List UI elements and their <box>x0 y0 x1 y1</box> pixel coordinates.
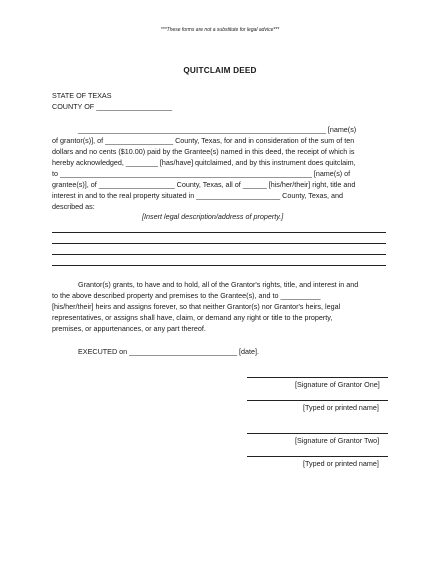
blank-line <box>52 243 386 244</box>
signature-line <box>247 433 388 434</box>
blank-line <box>52 265 386 266</box>
state-line: STATE OF TEXAS <box>52 91 112 100</box>
grant-line: to the above described property and premises to the Grantee(s), and to __________ <box>52 291 321 300</box>
intro-line: described as: <box>52 202 95 211</box>
intro-line: ______________________________________________________________ [name(s) <box>78 125 357 134</box>
intro-line: grantee(s)], of ___________________ County, Texas, all of ______ [his/her/their] right, title and <box>52 180 356 189</box>
blank-line <box>52 254 386 255</box>
grant-line: [his/her/their] heirs and assigns forever, so that neither Grantor(s) nor Grantor's heirs, legal <box>52 302 341 311</box>
intro-line: of grantor(s)], of _________________ County, Texas, for and in consideration of the sum of ten <box>52 136 355 145</box>
intro-line: hereby acknowledged, ________ [has/have] quitclaimed, and by this instrument does quitclaim, <box>52 158 356 167</box>
signature-line <box>247 377 388 378</box>
intro-line: interest in and to the real property situated in _____________________ County, Texas, and <box>52 191 344 200</box>
grant-line: representatives, or assigns shall have, claim, or demand any right or title to the property, <box>52 313 333 322</box>
executed-line: EXECUTED on ___________________________ [date]. <box>78 347 260 356</box>
intro-line: to _______________________________________________________________ [name(s) of <box>52 169 351 178</box>
printed-name-line <box>247 456 388 457</box>
blank-line <box>52 232 386 233</box>
legal-description-placeholder: [Insert legal description/address of property.] <box>142 212 284 221</box>
signature-label: [Signature of Grantor One] <box>295 380 380 389</box>
intro-line: dollars and no cents ($10.00) paid by the Grantee(s) named in this deed, the receipt of which is <box>52 147 355 156</box>
county-line: COUNTY OF ___________________ <box>52 102 173 111</box>
grant-line: Grantor(s) grants, to have and to hold, all of the Grantor's rights, title, and interest in and <box>78 280 359 289</box>
printed-name-label: [Typed or printed name] <box>303 459 379 468</box>
signature-label: [Signature of Grantor Two] <box>295 436 380 445</box>
document-title: QUITCLAIM DEED <box>183 66 257 75</box>
printed-name-label: [Typed or printed name] <box>303 403 379 412</box>
printed-name-line <box>247 400 388 401</box>
legal-notice: ***These forms are not a substitute for legal advice*** <box>160 27 280 33</box>
grant-line: premises, or appurtenances, or any part thereof. <box>52 324 206 333</box>
